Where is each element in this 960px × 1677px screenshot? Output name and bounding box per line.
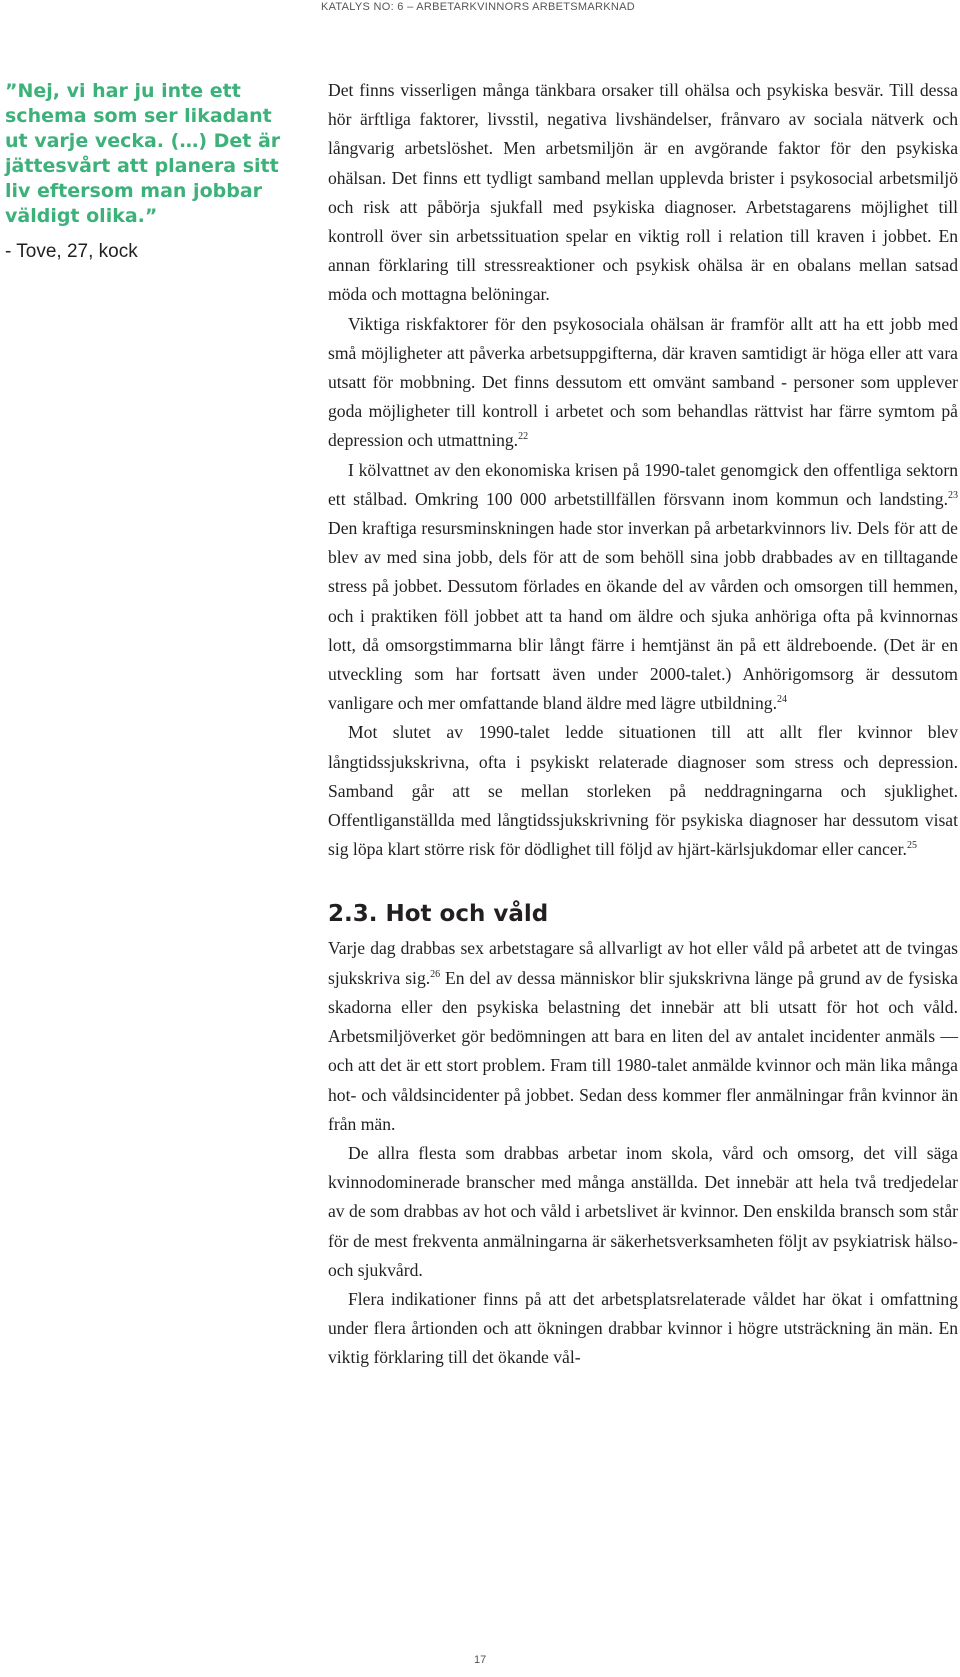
pull-quote bbox=[5, 79, 285, 264]
paragraph-text: Viktiga riskfaktorer för den psykosociala ohälsan är framför allt att ha ett jobb med små möjligheter att påverka arbetsuppgifterna, där kraven samtidigt är höga eller att vara utsatt för mobbning. Det finns dessutom ett omvänt samband - personer som upplever goda möjligheter till kontroll i arbetet och som behandlas rättvist har färre symtom på depression och utmattning. bbox=[328, 313, 958, 451]
pull-quote-attribution: - Tove, 27, kock bbox=[5, 241, 138, 262]
page-number: 17 bbox=[474, 1654, 487, 1666]
paragraph-text: En del av dessa människor blir sjukskrivna länge på grund av de fysiska skadorna eller den psykiska belastning det innebär att bli utsatt för hot och våld. Arbetsmiljöverket gör bedömningen att bara en liten del av antalet incidenter anmäls — och att det är ett stort problem. Fram till 1980-talet anmälde kvinnor och män lika många hot- och våldsincidenter på jobbet. Sedan dess kommer fler anmälningar från kvinnor än från män. bbox=[328, 967, 958, 1134]
footnote-marker: 23 bbox=[948, 489, 958, 501]
footnote-marker: 25 bbox=[906, 840, 917, 852]
footnote-marker: 24 bbox=[776, 694, 787, 706]
body-paragraph bbox=[328, 1285, 958, 1373]
body-paragraph bbox=[328, 1139, 958, 1285]
footnote-marker: 26 bbox=[430, 968, 441, 980]
paragraph-text: Flera indikationer finns på att det arbetsplatsrelaterade våldet har ökat i omfattning under flera årtionden och att ökningen drabbar kvinnor i högre utsträckning än män. En viktig förklaring till det ökande vål- bbox=[328, 1288, 958, 1368]
section-heading: 2.3. Hot och våld bbox=[328, 901, 549, 928]
paragraph-text: Mot slutet av 1990-talet ledde situationen till att allt fler kvinnor blev långtidssjukskrivna, ofta i psykiskt relaterade diagnoser som stress och depression. Samband går att se mellan storleken på neddragningarna och sjuklighet. Offentliganställda med långtidssjukskrivning för psykiska diagnoser har dessutom visat sig löpa klart större risk för dödlighet till följd av hjärt-kärlsjukdomar eller cancer. bbox=[328, 722, 958, 860]
body-paragraph bbox=[328, 934, 958, 1138]
footnote-marker: 22 bbox=[518, 431, 529, 443]
pull-quote-text: ”Nej, vi har ju inte ett schema som ser likadant ut varje vecka. (…) Det är jättesvårt att planera sitt liv eftersom man jobbar väldigt olika.” bbox=[5, 80, 281, 227]
body-paragraph bbox=[328, 310, 958, 456]
main-text-column bbox=[328, 76, 958, 1373]
body-paragraph bbox=[328, 456, 958, 719]
paragraph-text: Varje dag drabbas sex arbetstagare så allvarligt av hot eller våld på arbetet att de tvingas sjukskriva sig. bbox=[328, 938, 958, 988]
body-paragraph bbox=[328, 718, 958, 864]
paragraph-text: I kölvattnet av den ekonomiska krisen på 1990-talet genomgick den offentliga sektorn ett stålbad. Omkring 100 000 arbetstillfällen försvann inom kommun och landsting. bbox=[328, 459, 958, 509]
paragraph-text: Den kraftiga resursminskningen hade stor inverkan på arbetarkvinnors liv. Dels för att de blev av med sina jobb, dels för att de som behöll sina jobb drabbades av en tilltagande stress på jobbet. Dessutom förlades en ökande del av vården och omsorgen till hemmen, och i praktiken föll jobbet att ta hand om äldre och sjuka anhöriga ofta på kvinnornas lott, då omsorgstimmarna blir långt färre i hemtjänst än på ett äldreboende. (Det är en utveckling som har fortsatt även under 2000-talet.) Anhörigomsorg är dessutom vanligare och mer omfattande bland äldre med lägre utbildning. bbox=[328, 518, 958, 714]
running-header: KATALYS NO: 6 – ARBETARKVINNORS ARBETSMARKNAD bbox=[320, 1, 635, 13]
paragraph-text: Det finns visserligen många tänkbara orsaker till ohälsa och psykiska besvär. Till dessa hör ärftliga faktorer, livsstil, negativa livshändelser, frånvaro av sociala nätverk och långvarig arbetslöshet. Men arbetsmiljön är en avgörande faktor för den psykiska ohälsan. Det finns ett tydligt samband mellan upplevda brister i psykosocial arbetsmiljö och risk att påbörja sjukfall med psykiska diagnoser. Arbetstagarens möjlighet till kontroll över sin arbetssituation spelar en viktig roll i relation till kraven i jobbet. En annan förklaring till stressreaktioner och psykisk ohälsa är en obalans mellan satsad möda och mottagna belöningar. bbox=[328, 80, 958, 305]
body-paragraph bbox=[328, 76, 958, 310]
paragraph-text: De allra flesta som drabbas arbetar inom skola, vård och omsorg, det vill säga kvinnodominerade branscher med många anställda. Det innebär att hela två tredjedelar av de som drabbas av hot och våld i arbetslivet är kvinnor. Den enskilda bransch som står för de mest frekventa anmälningarna är säkerhetsverksamheten följt av psykiatrisk hälso- och sjukvård. bbox=[328, 1142, 958, 1280]
